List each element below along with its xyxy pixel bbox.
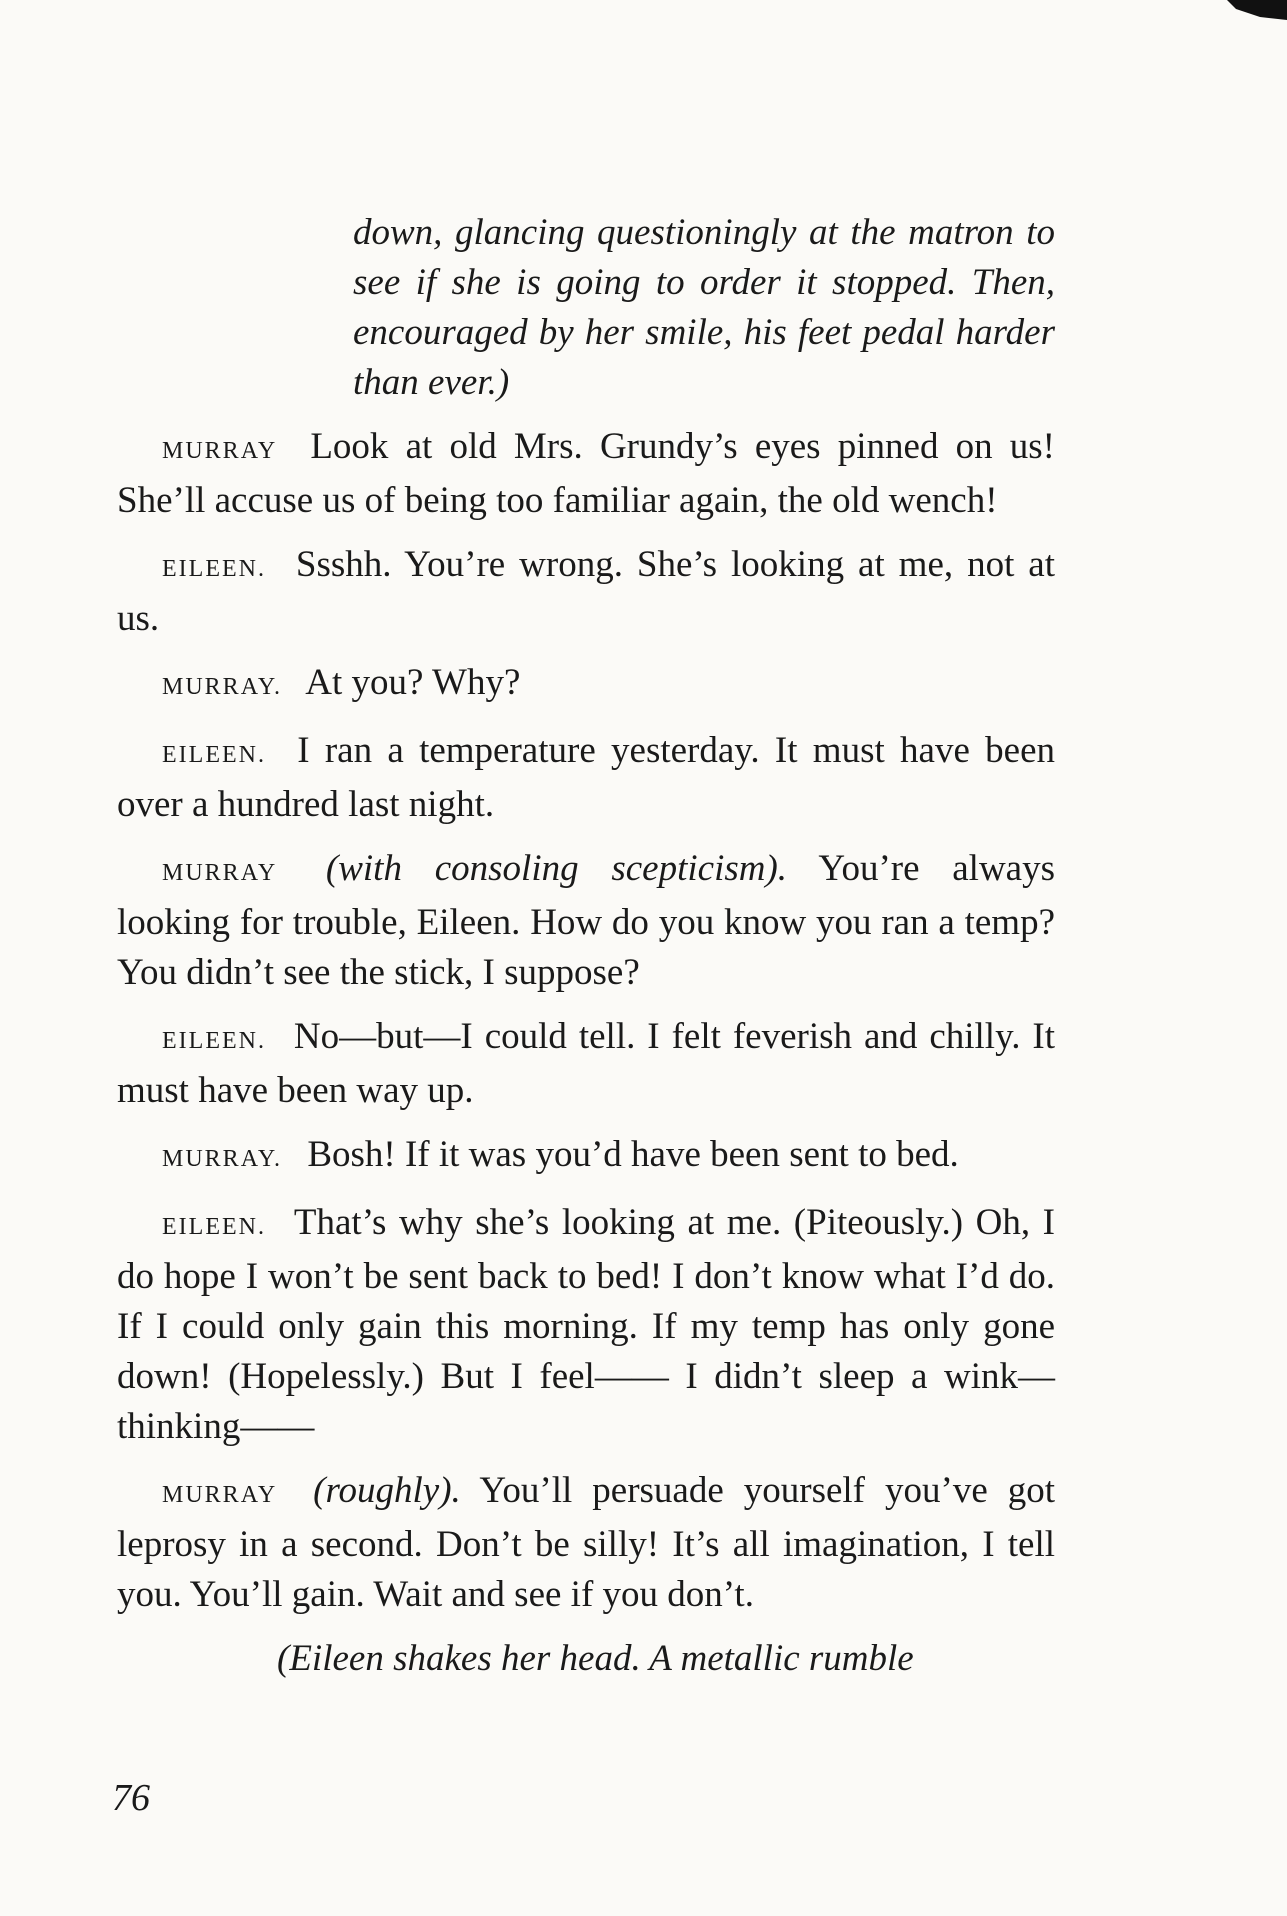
closing-stage-direction: (Eileen shakes her head. A metallic rumble — [277, 1638, 914, 1679]
speech-text: You’ll persuade yourself you’ve got leprosy in a second. Don’t be silly! It’s all imagination, I tell you. You’ll gain. Wait and see if you don’t. — [117, 1470, 1056, 1615]
speech-murray-4 — [117, 1130, 1055, 1184]
speech-text: That’s why she’s looking at me. (Piteously.) Oh, I do hope I won’t be sent back to bed! I don’t know what I’d do. If I could only gain this morning. If my temp has only gone down! (Hopelessly.) But I feel—— I didn’t sleep a wink—thinking—— — [117, 1202, 1055, 1447]
play-text — [117, 208, 1055, 1684]
speech-text: You’re always looking for trouble, Eileen. How do you know you ran a temp? You didn’t see the stick, I suppose? — [117, 848, 1055, 993]
speech-text: Bosh! If it was you’d have been sent to bed. — [307, 1134, 959, 1175]
speech-eileen-2 — [117, 726, 1055, 830]
speech-eileen-3 — [117, 1012, 1055, 1116]
speech-text: At you? Why? — [305, 662, 521, 703]
speech-murray-1 — [117, 422, 1055, 526]
speech-text: No—but—I could tell. I felt feverish and chilly. It must have been way up. — [117, 1016, 1055, 1111]
page-number: 76 — [112, 1777, 150, 1819]
speech-eileen-1 — [117, 540, 1055, 644]
speaker-label: MURRAY — [162, 438, 278, 464]
stage-direction-inline: (with consoling scepticism). — [325, 848, 788, 889]
speech-murray-3 — [117, 844, 1055, 998]
speech-murray-5 — [117, 1466, 1055, 1620]
speaker-label: EILEEN. — [162, 1214, 266, 1240]
speaker-label: EILEEN. — [162, 556, 266, 582]
speech-text: Look at old Mrs. Grundy’s eyes pinned on us! She’ll accuse us of being too familiar again, the old wench! — [117, 426, 1055, 521]
speech-eileen-4 — [117, 1198, 1055, 1452]
opening-stage-direction: down, glancing questioningly at the matron to see if she is going to order it stopped. Then, encouraged by her smile, his feet pedal harder than ever.) — [353, 212, 1055, 403]
speaker-label: EILEEN. — [162, 742, 266, 768]
speech-murray-2 — [117, 658, 1055, 712]
speech-text: Ssshh. You’re wrong. She’s looking at me, not at us. — [117, 544, 1056, 639]
stage-direction-inline: (roughly). — [313, 1470, 461, 1511]
corner-ink-mark — [1227, 0, 1287, 20]
speaker-label: EILEEN. — [162, 1028, 266, 1054]
speaker-label: MURRAY. — [162, 1146, 283, 1172]
speaker-label: MURRAY — [162, 860, 278, 886]
speaker-label: MURRAY. — [162, 674, 283, 700]
speech-text: I ran a temperature yesterday. It must have been over a hundred last night. — [117, 730, 1055, 825]
speaker-label: MURRAY — [162, 1482, 278, 1508]
